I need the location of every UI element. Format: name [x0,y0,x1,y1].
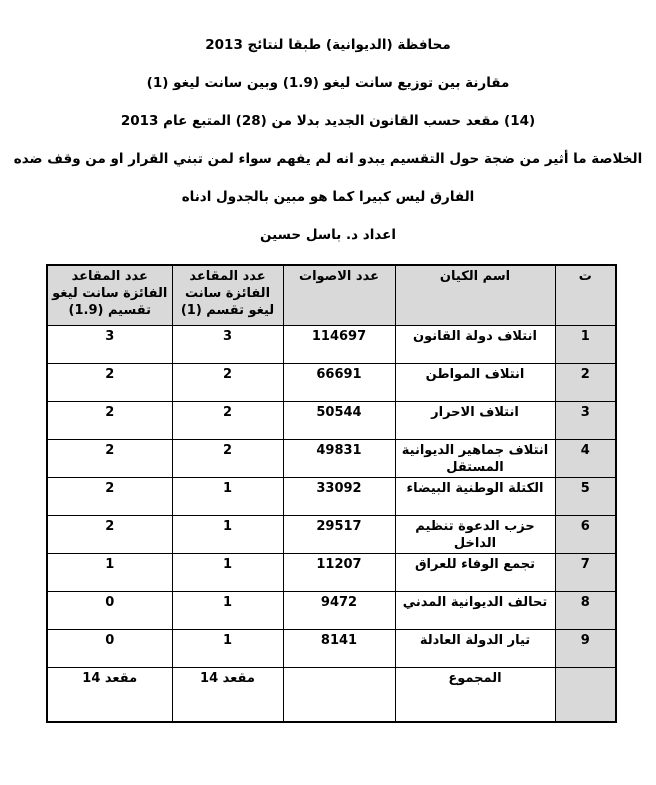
cell-seats-1: 1 [172,515,283,553]
cell-index: 4 [555,439,616,477]
cell-votes: 33092 [283,477,395,515]
cell-seats-1: 1 [172,477,283,515]
cell-entity: حزب الدعوة تنظيم الداخل [395,515,555,553]
cell-votes: 9472 [283,591,395,629]
cell-seats-1-9: 0 [47,629,172,667]
cell-entity: تيار الدولة العادلة [395,629,555,667]
cell-seats-1: 3 [172,325,283,363]
cell-votes: 29517 [283,515,395,553]
cell-seats-1-9: 2 [47,515,172,553]
header-index: ت [555,265,616,325]
cell-seats-1-9: 2 [47,401,172,439]
intro-line-summary: الخلاصة ما أثير من ضجة حول التقسيم يبدو انه لم يفهم سواء لمن تبني القرار او من وقف ضده [13,151,643,167]
cell-votes: 66691 [283,363,395,401]
cell-entity: انتلاف جماهير الديوانية المستقل [395,439,555,477]
intro-line-difference: الفارق ليس كبيرا كما هو مبين بالجدول ادناه [181,189,475,205]
intro-line-comparison: مقارنة بين توزيع سانت ليغو (1.9) وبين سانت ليغو (1) [146,75,510,91]
cell-votes: 49831 [283,439,395,477]
cell-seats-1: 1 [172,629,283,667]
table-row [47,553,616,591]
cell-total-label: المجموع [395,667,555,722]
cell-index: 3 [555,401,616,439]
results-table-wrap [0,264,656,723]
cell-votes: 50544 [283,401,395,439]
cell-votes: 8141 [283,629,395,667]
cell-index [555,667,616,722]
cell-seats-1: 1 [172,591,283,629]
cell-index: 5 [555,477,616,515]
cell-seats-1: 2 [172,401,283,439]
table-header-row [47,265,616,325]
intro-line-author: اعداد د. باسل حسين [260,227,396,243]
cell-entity: انتلاف الاحرار [395,401,555,439]
table-row [47,439,616,477]
table-row [47,477,616,515]
cell-index: 6 [555,515,616,553]
intro-text-block [0,0,656,244]
cell-seats-1-9: 3 [47,325,172,363]
header-votes: عدد الاصوات [283,265,395,325]
cell-index: 2 [555,363,616,401]
header-entity-name: اسم الكيان [395,265,555,325]
table-row [47,325,616,363]
cell-seats-1-9: 1 [47,553,172,591]
table-row [47,401,616,439]
table-total-row [47,667,616,722]
results-table [46,264,617,723]
cell-entity: انتلاف المواطن [395,363,555,401]
intro-line-seats-law: (14) مقعد حسب القانون الجديد بدلا من (28) المتبع عام 2013 [120,113,536,129]
header-seats-sainte-lague-1-9: عدد المقاعد الفائزة سانت ليغو تقسيم (1.9) [47,265,172,325]
cell-index: 1 [555,325,616,363]
cell-total-votes [283,667,395,722]
cell-votes: 11207 [283,553,395,591]
table-row [47,591,616,629]
cell-entity: انتلاف دولة القانون [395,325,555,363]
cell-entity: تحالف الديوانية المدني [395,591,555,629]
cell-total-seats-1: 14 مقعد [172,667,283,722]
cell-index: 8 [555,591,616,629]
cell-seats-1-9: 2 [47,439,172,477]
intro-line-title: محافظة (الديوانية) طبقا لنتائج 2013 [205,37,451,53]
cell-seats-1-9: 2 [47,363,172,401]
cell-total-seats-1-9: 14 مقعد [47,667,172,722]
table-row [47,515,616,553]
cell-index: 7 [555,553,616,591]
cell-seats-1-9: 0 [47,591,172,629]
cell-seats-1: 2 [172,363,283,401]
cell-index: 9 [555,629,616,667]
table-row [47,363,616,401]
cell-votes: 114697 [283,325,395,363]
header-seats-sainte-lague-1: عدد المقاعد الفائزة سانت ليغو تقسم (1) [172,265,283,325]
cell-entity: الكتلة الوطنية البيضاء [395,477,555,515]
cell-seats-1: 2 [172,439,283,477]
cell-seats-1-9: 2 [47,477,172,515]
cell-seats-1: 1 [172,553,283,591]
table-row [47,629,616,667]
cell-entity: تجمع الوفاء للعراق [395,553,555,591]
